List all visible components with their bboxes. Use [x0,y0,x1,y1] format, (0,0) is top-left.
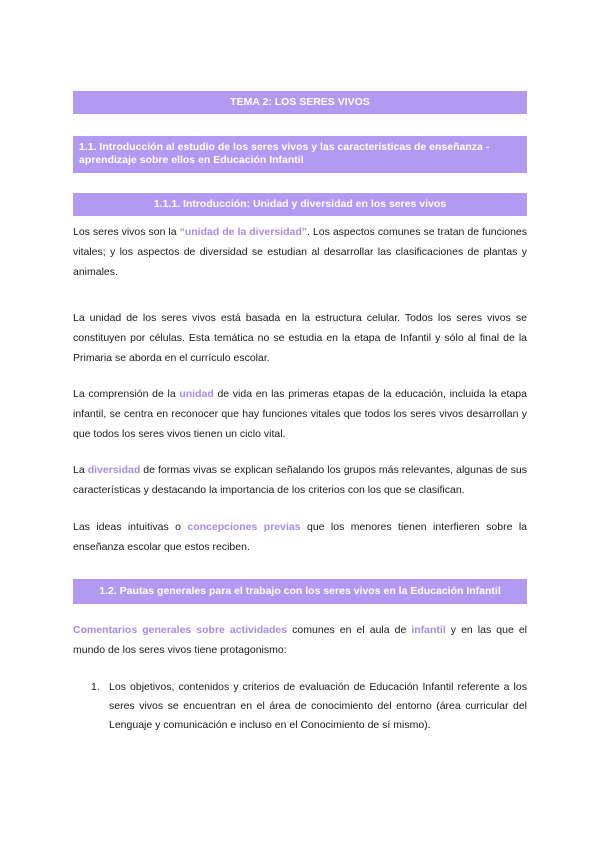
paragraph-text: Las ideas intuitivas o [73,521,188,533]
section-heading-1-2: 1.2. Pautas generales para el trabajo con los seres vivos en la Educación Infantil [73,579,527,604]
numbered-list [91,678,527,735]
section-heading-1-1: 1.1. Introducción al estudio de los seres vivos y las características de enseñanza - aprendizaje sobre ellos en Educación Infantil [73,136,527,173]
paragraph-comentarios [73,620,527,660]
section-heading-1-1-1: 1.1.1. Introducción: Unidad y diversidad en los seres vivos [73,193,527,216]
paragraph-text: . Los aspectos comunes se tratan de funciones vitales; y los aspectos de diversidad se estudian al desarrollar las clasificaciones de plantas y animales. [73,226,527,278]
list-item [91,678,527,735]
highlight-term: infantil [411,624,446,636]
paragraph-text: y en las que el mundo de los seres vivos tiene protagonismo: [73,624,527,656]
highlight-term: unidad [179,388,214,400]
paragraph-comprension-unidad [73,384,527,444]
paragraph-diversidad [73,460,527,500]
list-item-text: Los objetivos, contenidos y criterios de evaluación de Educación Infantil referente a los seres vivos se encuentran en el área de conocimiento del entorno (área curricular del Lenguaje y comunicación e incluso en el Conocimiento de sí mismo). [109,681,527,731]
paragraph-text: La [73,464,88,476]
paragraph-text: comunes en el aula de [287,624,412,636]
paragraph-text: que los menores tienen interfieren sobre la enseñanza escolar que estos reciben. [73,521,527,553]
list-item-number: 1. [91,681,100,693]
paragraph-text: La comprensión de la [73,388,180,400]
paragraph-concepciones-previas [73,517,527,557]
paragraph-unidad-diversidad [73,222,527,282]
paragraph-text: de formas vivas se explican señalando los grupos más relevantes, algunas de sus características y destacando la importancia de los criterios con los que se clasifican. [73,464,527,496]
highlight-term: diversidad [87,464,141,476]
highlight-term: Comentarios generales sobre actividades [73,624,288,636]
paragraph-text: Los seres vivos son la [73,226,180,238]
highlight-term: “unidad de la diversidad” [179,226,308,238]
paragraph-estructura-celular: La unidad de los seres vivos está basada en la estructura celular. Todos los seres vivos se constituyen por células. Esta temática no se estudia en la etapa de Infantil y sólo al final de la Primaria se aborda en el currículo escolar. [73,312,527,364]
paragraph-text: de vida en las primeras etapas de la educación, incluida la etapa infantil, se centra en reconocer que hay funciones vitales que todos los seres vivos desarrollan y que todos los seres vivos tienen un ciclo vital. [73,388,527,440]
page-title: TEMA 2: LOS SERES VIVOS [73,91,527,114]
highlight-term: concepciones previas [187,521,301,533]
